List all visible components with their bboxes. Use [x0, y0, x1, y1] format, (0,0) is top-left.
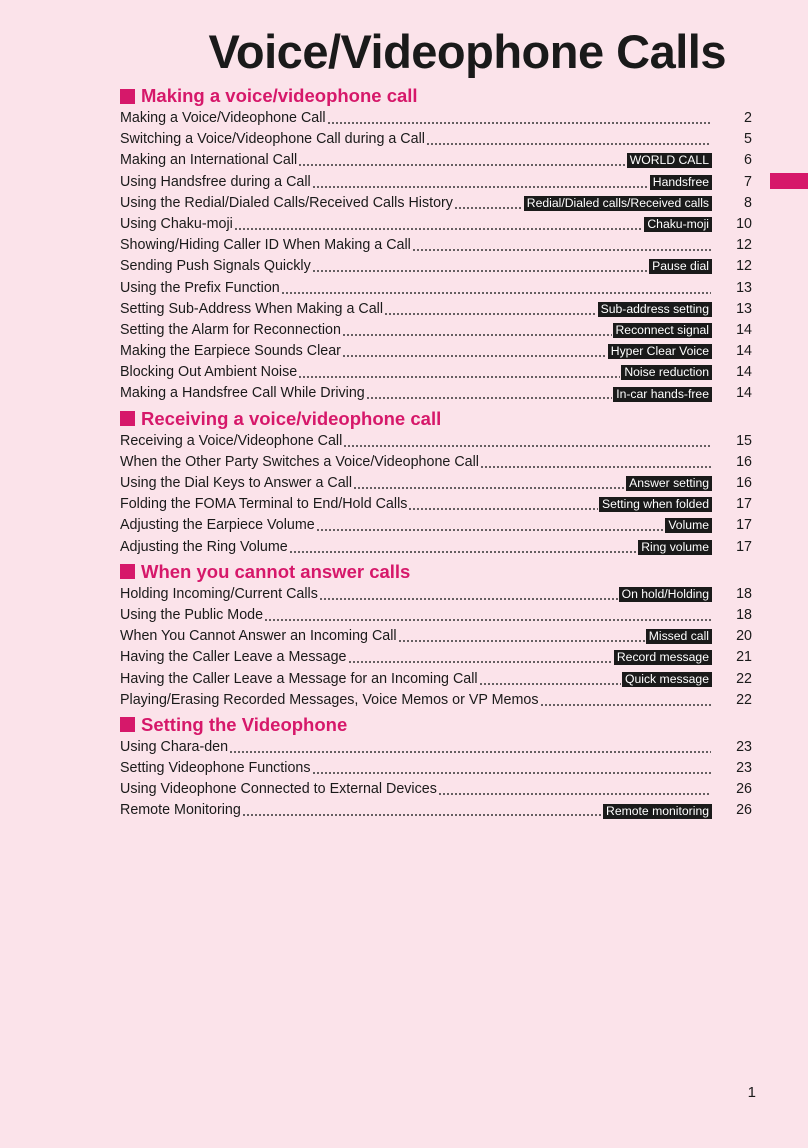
toc-entry[interactable]: [120, 341, 752, 362]
toc-entry-page: 23: [736, 760, 752, 777]
toc-entry-page: 17: [736, 538, 752, 555]
toc-entry-page: 15: [736, 432, 752, 449]
toc-entry[interactable]: [120, 214, 752, 235]
dot-leader: [312, 172, 649, 193]
section-heading: [120, 560, 752, 584]
toc-entry[interactable]: [120, 129, 752, 150]
toc-entry-page: 13: [736, 279, 752, 296]
dot-leader: [479, 669, 621, 690]
toc-entry-title: Making the Earpiece Sounds Clear: [120, 343, 341, 360]
toc-section: [120, 84, 752, 405]
toc-entry[interactable]: [120, 320, 752, 341]
toc-entry-title: Adjusting the Earpiece Volume: [120, 517, 315, 534]
toc-entry[interactable]: [120, 584, 752, 605]
toc-entry[interactable]: [120, 669, 752, 690]
function-name-badge: Reconnect signal: [613, 323, 713, 338]
toc-entry-page: 2: [744, 110, 752, 126]
dot-leader: [366, 383, 612, 404]
section-heading-text: Making a voice/videophone call: [141, 85, 418, 106]
section-heading-text: Setting the Videophone: [141, 713, 348, 735]
dot-leader: [540, 690, 711, 711]
toc-section: [120, 713, 752, 822]
toc-entry[interactable]: [120, 452, 752, 473]
toc-entry[interactable]: [120, 800, 752, 821]
function-name-badge: Answer setting: [626, 476, 712, 491]
toc-entry-title: Making an International Call: [120, 152, 298, 169]
dot-leader: [398, 626, 645, 647]
toc-entry[interactable]: [120, 626, 752, 647]
dot-leader: [242, 800, 602, 821]
toc-entry-page: 8: [744, 194, 752, 211]
toc-entry[interactable]: [120, 278, 752, 299]
toc-entry-title: Showing/Hiding Caller ID When Making a Call: [120, 237, 411, 254]
toc-entry-title: Sending Push Signals Quickly: [120, 258, 311, 275]
toc-entry-page: 7: [744, 173, 752, 190]
toc-entry-title: Receiving a Voice/Videophone Call: [120, 432, 343, 449]
square-bullet-icon: [120, 717, 135, 732]
square-bullet-icon: [120, 564, 135, 579]
dot-leader: [289, 537, 638, 558]
toc-entry-page: 16: [736, 453, 752, 470]
section-heading: [120, 713, 752, 737]
toc-entry[interactable]: [120, 779, 752, 800]
toc-entry-title: Setting Sub-Address When Making a Call: [120, 300, 384, 317]
toc-entry-title: Using Chaku-moji: [120, 215, 233, 232]
section-heading-text: When you cannot answer calls: [141, 560, 411, 582]
toc-entry[interactable]: [120, 690, 752, 711]
dot-leader: [316, 515, 665, 536]
toc-entry[interactable]: [120, 383, 752, 404]
toc-entry[interactable]: [120, 150, 752, 171]
dot-leader: [264, 605, 711, 626]
function-name-badge: Quick message: [622, 672, 712, 687]
function-name-badge: Record message: [614, 650, 712, 665]
toc-entry-page: 18: [736, 606, 752, 623]
toc-entry-page: 22: [736, 670, 752, 687]
toc-entry-title: Remote Monitoring: [120, 802, 241, 819]
function-name-badge: On hold/Holding: [619, 587, 712, 602]
toc-entry-page: 14: [736, 364, 752, 381]
toc-entry-page: 16: [736, 475, 752, 491]
chapter-tab-marker: [770, 173, 808, 189]
toc-entry[interactable]: [120, 737, 752, 758]
table-of-contents: [120, 84, 752, 822]
toc-entry-page: 21: [736, 649, 752, 666]
toc-entry[interactable]: [120, 758, 752, 779]
toc-entry-title: When the Other Party Switches a Voice/Videophone Call: [120, 453, 479, 470]
toc-entry[interactable]: [120, 362, 752, 383]
toc-entry-page: 26: [736, 781, 752, 798]
dot-leader: [342, 320, 612, 341]
toc-entry-page: 12: [736, 237, 752, 254]
toc-entry[interactable]: [120, 605, 752, 626]
function-name-badge: In-car hands-free: [613, 387, 712, 402]
toc-entry-title: Adjusting the Ring Volume: [120, 538, 288, 555]
dot-leader: [229, 737, 711, 758]
toc-entry-title: Making a Voice/Videophone Call: [120, 110, 326, 126]
dot-leader: [312, 256, 648, 277]
dot-leader: [438, 779, 711, 800]
toc-entry-page: 14: [736, 321, 752, 338]
toc-entry[interactable]: [120, 299, 752, 320]
toc-entry-title: Using Handsfree during a Call: [120, 173, 311, 190]
toc-entry[interactable]: [120, 647, 752, 668]
dot-leader: [234, 214, 644, 235]
toc-entry-title: Using the Public Mode: [120, 606, 264, 623]
toc-entry[interactable]: [120, 256, 752, 277]
section-heading: [120, 84, 752, 108]
function-name-badge: Pause dial: [649, 259, 712, 274]
toc-entry[interactable]: [120, 473, 752, 494]
toc-entry[interactable]: [120, 431, 752, 452]
toc-entry-page: 13: [736, 300, 752, 317]
toc-entry-title: Folding the FOMA Terminal to End/Hold Calls: [120, 496, 408, 513]
dot-leader: [298, 362, 620, 383]
toc-entry-title: Making a Handsfree Call While Driving: [120, 385, 365, 402]
square-bullet-icon: [120, 89, 135, 104]
page-number: 1: [747, 1084, 756, 1101]
function-name-badge: Ring volume: [638, 540, 712, 555]
toc-entry-title: Using Chara-den: [120, 738, 229, 755]
toc-entry-title: When You Cannot Answer an Incoming Call: [120, 628, 397, 645]
function-name-badge: WORLD CALL: [627, 153, 712, 168]
toc-entry-page: 5: [744, 131, 752, 148]
toc-entry-page: 14: [736, 343, 752, 360]
dot-leader: [348, 647, 613, 668]
toc-entry-title: Using the Redial/Dialed Calls/Received Calls History: [120, 194, 453, 211]
toc-entry[interactable]: [120, 108, 752, 129]
toc-entry-page: 22: [736, 691, 752, 708]
function-name-badge: Remote monitoring: [603, 804, 712, 819]
toc-entry-page: 17: [736, 496, 752, 513]
toc-entry-title: Setting the Alarm for Reconnection: [120, 321, 341, 338]
toc-entry-title: Using the Prefix Function: [120, 279, 280, 296]
toc-entry-page: 12: [736, 258, 752, 275]
toc-entry[interactable]: [120, 537, 752, 558]
function-name-badge: Chaku-moji: [644, 217, 712, 232]
dot-leader: [426, 129, 711, 150]
toc-entry-page: 20: [736, 628, 752, 645]
dot-leader: [281, 278, 711, 299]
toc-entry[interactable]: [120, 193, 752, 214]
toc-entry-page: 14: [736, 385, 752, 402]
function-name-badge: Missed call: [646, 629, 712, 644]
function-name-badge: Handsfree: [650, 175, 712, 190]
toc-entry-title: Blocking Out Ambient Noise: [120, 364, 298, 381]
dot-leader: [454, 193, 523, 214]
toc-entry-title: Holding Incoming/Current Calls: [120, 585, 318, 602]
dot-leader: [342, 341, 607, 362]
function-name-badge: Redial/Dialed calls/Received calls: [524, 196, 712, 211]
toc-section: [120, 407, 752, 558]
dot-leader: [412, 235, 711, 256]
dot-leader: [408, 494, 598, 515]
dot-leader: [353, 473, 625, 494]
toc-entry-title: Switching a Voice/Videophone Call during a Call: [120, 131, 425, 148]
toc-entry[interactable]: [120, 515, 752, 536]
toc-entry-page: 10: [736, 215, 752, 232]
toc-entry-title: Setting Videophone Functions: [120, 760, 311, 777]
function-name-badge: Volume: [665, 518, 712, 533]
toc-entry-title: Using the Dial Keys to Answer a Call: [120, 475, 353, 491]
dot-leader: [327, 108, 711, 129]
section-heading: [120, 407, 752, 431]
toc-entry[interactable]: [120, 172, 752, 193]
dot-leader: [312, 758, 711, 779]
toc-entry-title: Using Videophone Connected to External Devices: [120, 781, 437, 798]
toc-entry-page: 17: [736, 517, 752, 534]
toc-entry-title: Having the Caller Leave a Message for an Incoming Call: [120, 670, 478, 687]
dot-leader: [298, 150, 626, 171]
toc-entry-title: Playing/Erasing Recorded Messages, Voice Memos or VP Memos: [120, 691, 539, 708]
toc-entry[interactable]: [120, 494, 752, 515]
square-bullet-icon: [120, 411, 135, 426]
dot-leader: [384, 299, 597, 320]
toc-entry[interactable]: [120, 235, 752, 256]
dot-leader: [343, 431, 711, 452]
toc-entry-title: Having the Caller Leave a Message: [120, 649, 347, 666]
function-name-badge: Hyper Clear Voice: [608, 344, 712, 359]
page-title: Voice/Videophone Calls: [208, 25, 726, 78]
toc-entry-page: 6: [744, 152, 752, 169]
dot-leader: [480, 452, 711, 473]
toc-section: [120, 560, 752, 711]
dot-leader: [319, 584, 618, 605]
function-name-badge: Setting when folded: [599, 497, 712, 512]
toc-entry-page: 26: [736, 802, 752, 819]
section-heading-text: Receiving a voice/videophone call: [141, 407, 442, 429]
toc-entry-page: 18: [736, 585, 752, 602]
function-name-badge: Sub-address setting: [598, 302, 712, 317]
function-name-badge: Noise reduction: [621, 365, 712, 380]
toc-entry-page: 23: [736, 738, 752, 755]
